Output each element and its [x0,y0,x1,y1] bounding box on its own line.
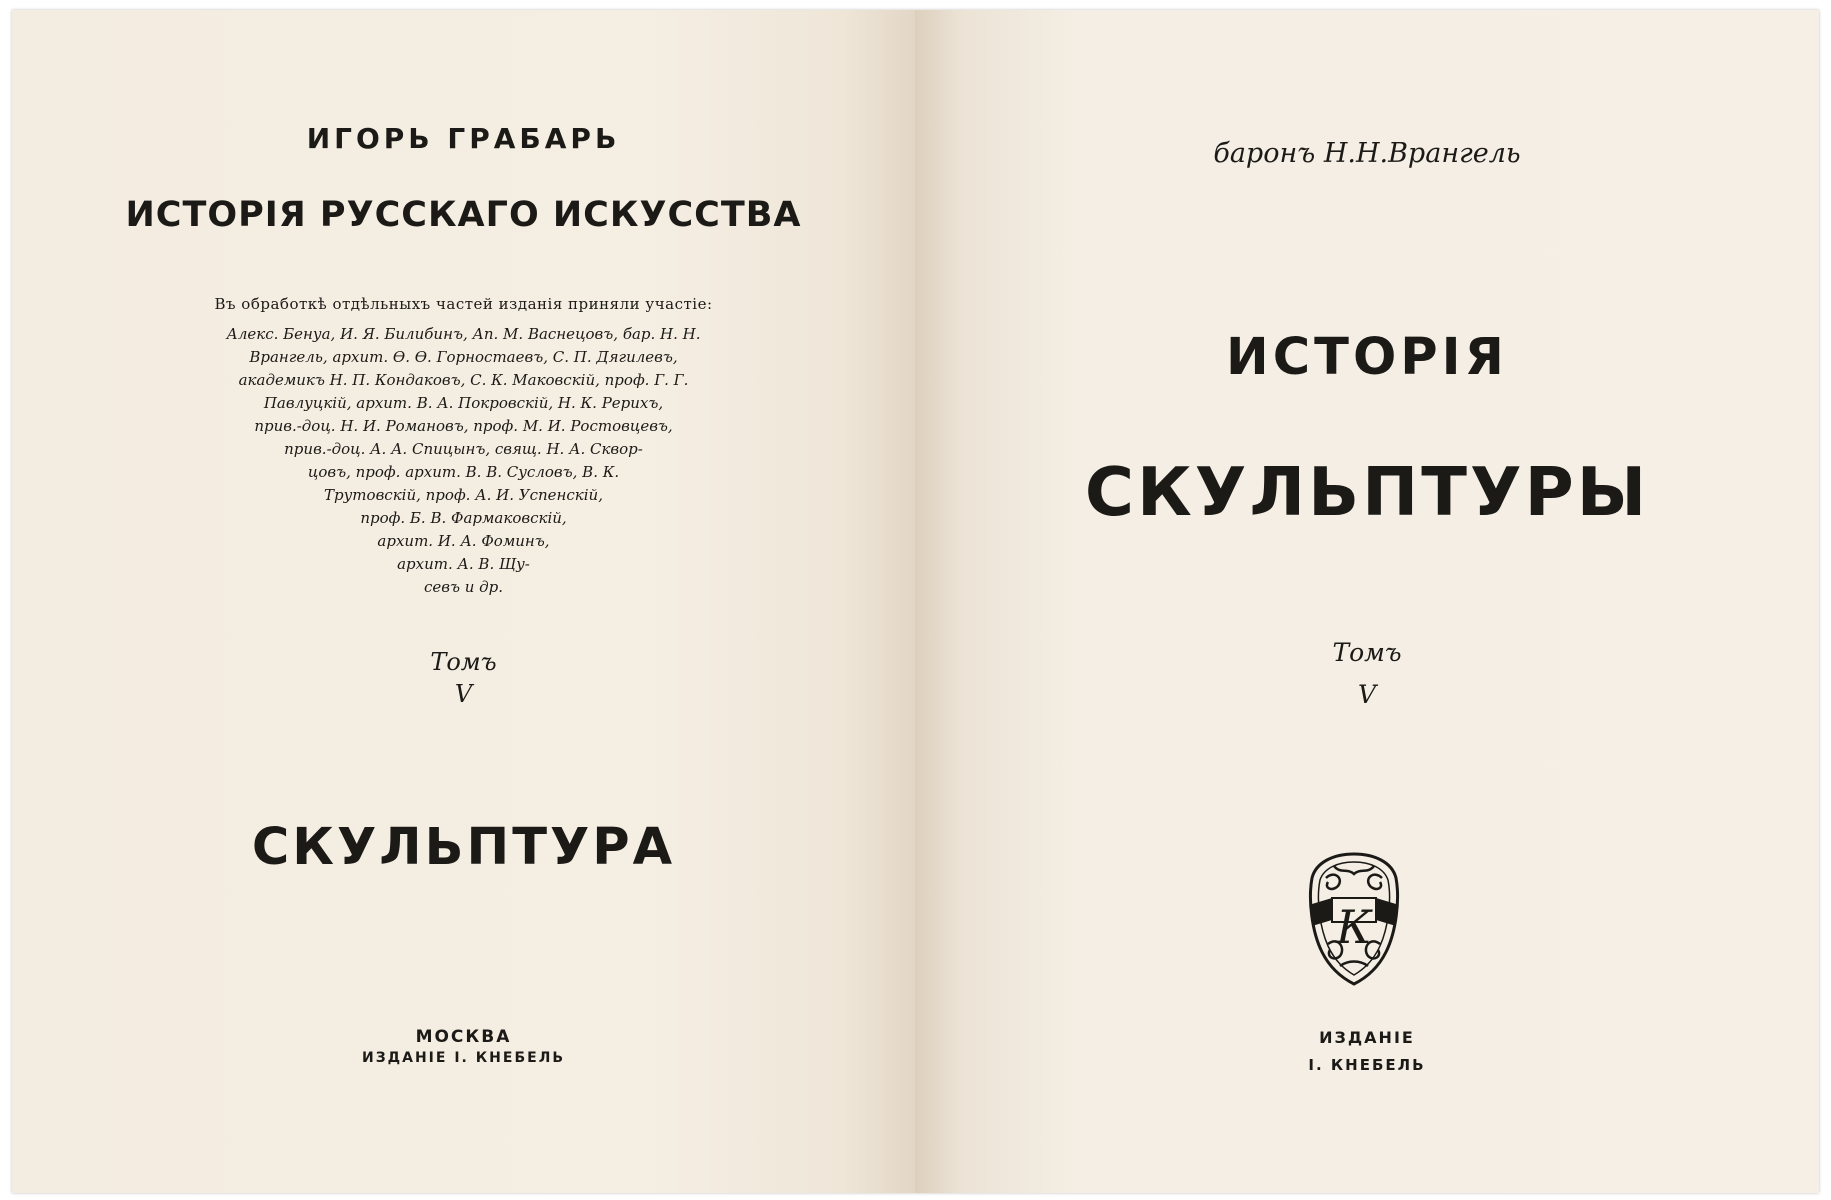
volume-label: Томъ [430,648,497,676]
title-line-history: ИСТОРІЯ [1226,328,1508,387]
author-name: баронъ Н.Н.Врангель [1213,138,1521,169]
publisher-line: ИЗДАНІЕ І. КНЕБЕЛЬ [362,1050,565,1066]
contributors-line: цовъ, проф. архит. В. В. Сусловъ, В. К. [307,463,620,481]
left-page [12,10,915,1193]
volume-number: V [454,680,473,708]
contributors-line: Павлуцкій, архит. В. А. Покровскій, Н. К. Рерихъ, [263,394,664,412]
publication-city: МОСКВА [415,1027,512,1047]
contributors-list [12,323,915,599]
right-page [915,10,1819,1193]
series-title: ИСТОРІЯ РУССКАГО ИСКУССТВА [125,195,802,235]
publisher-name: І. КНЕБЕЛЬ [1308,1056,1426,1074]
book-spread [12,10,1819,1193]
contributors-intro: Въ обработкѣ отдѣльныхъ частей изданія приняли участіе: [214,295,713,313]
contributors-line: архит. А. В. Щу- [397,555,530,573]
contributors-line: архит. И. А. Фоминъ, [377,532,550,550]
contributors-line: севъ и др. [423,578,504,596]
contributors-line: академикъ Н. П. Кондаковъ, С. К. Маковскій, проф. Г. Г. [238,371,689,389]
contributors-line: Алекс. Бенуа, И. Я. Билибинъ, Ап. М. Васнецовъ, бар. Н. Н. [226,325,701,343]
emblem-monogram: К [1336,900,1372,954]
volume-number: V [1357,680,1377,709]
book-title: СКУЛЬПТУРА [251,818,676,877]
contributors-line: Трутовскій, проф. А. И. Успенскій, [324,486,603,504]
publisher-label: ИЗДАНІЕ [1319,1028,1415,1047]
contributors-line: прив.-доц. Н. И. Романовъ, проф. М. И. Ростовцевъ, [254,417,673,435]
author-name: ИГОРЬ ГРАБАРЬ [306,122,621,155]
contributors-line: Врангель, архит. Ѳ. Ѳ. Горностаевъ, С. П. Дягилевъ, [249,348,678,366]
title-line-sculpture: СКУЛЬПТУРЫ [1084,453,1650,531]
contributors-line: проф. Б. В. Фармаковскій, [360,509,567,527]
volume-label: Томъ [1332,638,1402,667]
contributors-line: прив.-доц. А. А. Спицынъ, свящ. Н. А. Сквор- [284,440,643,458]
publisher-emblem-icon [1304,848,1404,988]
